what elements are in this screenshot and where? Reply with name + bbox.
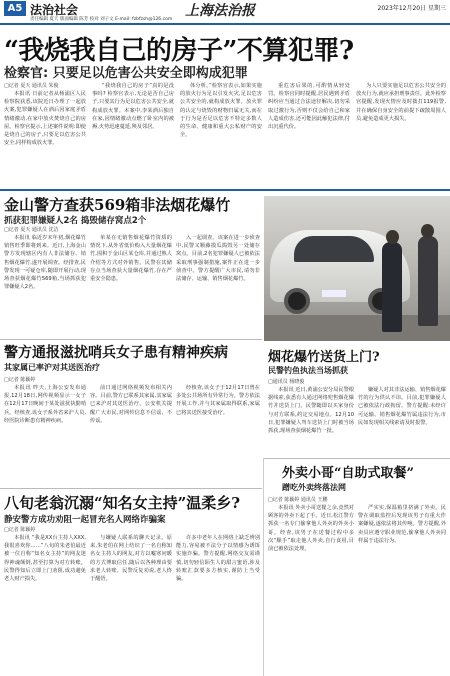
newspaper-logo: 上海法治报: [185, 3, 255, 19]
story5-col2: 与嫌疑人联系的聊天记录。原来,朱老伯在网上结识了一名自称知名女主持人的网友,对方以嘘寒问暖的方式博取信任,随后以各种理由要求老人转账。民警反复劝说,老人终于醒悟。: [90, 535, 172, 583]
story4-col1: 本报讯 昨天,上海公安发布通报,12月18日,网传视频显示一女子在12月17日晚间于某处滋扰执勤哨兵。经核查,该女子系外省来沪人员,经医院诊断患有精神疾病。: [4, 385, 86, 424]
car-window: [294, 236, 374, 262]
story5-headline: 八旬老翁沉溺“知名女主持”温柔乡?: [4, 494, 241, 512]
story6-col1: 本报讯 外卖小哥送餐之余,竟然对顾客的外卖下起了手。近日,松江警方抓获一名专门偷拿他人外卖的外卖小哥。经查,该男子在送餐过程中多次“顺手”取走他人外卖,自行食用,目前已被依法处理。: [268, 505, 354, 553]
story6-col2: 严实实,保温箱里挤满了外卖。民警在调取监控后发现该男子有重大作案嫌疑,遂依法将其传唤。警方提醒,外卖员应遵守职业规范,偷拿他人外卖同样属于违法行为。: [358, 505, 446, 544]
story4-headline: 警方通报滋扰哨兵女子患有精神疾病: [4, 345, 228, 361]
story1-col2: “我烧我自己的房子”真的是没事吗? 检察官表示,无论是否自己房子,只要其行为足以危害公共安全,就构成放火罪。本案中,李某酒后独自在家,因情绪激动点燃了卧室内的被褥,火势迅速蔓延,殃及邻居。: [92, 83, 174, 131]
officer-head: [421, 224, 434, 238]
story2-subhead: 抓获犯罪嫌疑人2名 捣毁储存窝点2个: [4, 216, 147, 226]
story3-subhead: 民警钓鱼执法当场抓获: [268, 366, 348, 375]
story6-byline: □记者 陈颖婷 通讯员 王鹏: [268, 497, 328, 503]
divider: [0, 488, 262, 489]
story1-col1: 本报讯 日前记者从杨浦区人民检察院获悉,该院近日办理了一起放火案,犯罪嫌疑人在酒后因家庭矛盾情绪激动,在家中放火焚烧自己的房屋。检察官提示,上述案件说明:即使是烧自己的房子,只要足以危害公共安全,同样构成放火罪。: [4, 91, 86, 147]
masthead-rule: [0, 23, 450, 25]
divider: [264, 458, 450, 459]
story5-col1: 本报讯 “我是XX台主持人XXX,我很喜欢你……”八旬的朱老伯最近被一位自称“知名女主持”的网友迷得神魂颠倒,甚至打算为对方转账。民警得知后立即上门劝阻,成功避免老人财产损失。: [4, 535, 86, 583]
divider: [263, 458, 264, 676]
story2-byline: □记者 夏天 通讯员 沈洁: [4, 227, 59, 233]
officer-figure: [382, 242, 402, 332]
story3-headline: 烟花爆竹送货上门?: [268, 350, 380, 365]
story1-byline: □记者 夏天 通讯员 朱俊: [4, 83, 59, 89]
page-number: A5: [4, 1, 26, 16]
story5-subhead: 静安警方成功劝阻一起冒充名人网络诈骗案: [4, 515, 166, 525]
story6-headline: 外卖小哥“自助式取餐”: [282, 466, 414, 481]
divider: [0, 189, 450, 191]
story1-col5: 为人只要实施足以危害公共安全的放火行为,就应承担刑事责任。此外检察官提醒,发现火情应及时拨打119报警,并在确保自身安全的前提下疏散周围人员,避免造成更大损失。: [356, 83, 446, 122]
news-photo: [264, 196, 450, 341]
story4-subhead: 其家属已率沪对其送医治疗: [4, 363, 100, 372]
story4-col2: 前日通过网络视频发布相关内容。目前,警方已联系其家属,其家属已来沪对其送医治疗。公安机关提醒广大市民,对网传信息不信谣、不传谣。: [90, 385, 172, 424]
story1-headline: “我烧我自己的房子”不算犯罪?: [4, 36, 354, 66]
divider: [0, 339, 262, 340]
story4-byline: □记者 陈颖婷: [4, 377, 36, 383]
story1-col3: 体分析。”检察官表示,如果实施的放火行为足以引发火灾,足以危害公共安全的,就构成放火罪。放火罪的认定与烧毁的财物归属无关,而在于行为是否足以危害不特定多数人的生命、健康和重大公私财产的安全。: [180, 83, 262, 139]
story1-col4: 重危害后果的,可酌情从轻处罚。检察官同时提醒,居民遇到矛盾纠纷应当通过合法途径解决,切勿采取过激行为,否则不仅会给自己和家人造成伤害,还可能因此触犯法律,付出沉重代价。: [268, 83, 350, 131]
story5-byline: □记者 陈颖婷: [4, 527, 36, 533]
story2-headline: 金山警方查获569箱非法烟花爆竹: [4, 196, 231, 214]
story3-byline: □通讯员 杨晓俊: [268, 379, 305, 385]
story4-col3: 经核查,该女子于12月17日曾在多处公共场所有异常行为。警方依法开展工作,并与其家属取得联系,家属已将其送医接受治疗。: [176, 385, 260, 416]
editor-credits: 责任编辑 夏天 版面编辑 陈芳 校对 刘子文 E-mail: fzbfzsh@126.com: [30, 17, 173, 22]
officer-head: [386, 230, 399, 244]
story1-subhead: 检察官: 只要足以危害公共安全即构成犯罪: [4, 66, 248, 81]
story3-col2: 嫌疑人对其非法运输、销售烟花爆竹的行为供认不讳。目前,犯罪嫌疑人已被依法行政拘留。警方提醒:未经许可运输、销售烟花爆竹属违法行为,市民如发现相关线索请及时报警。: [358, 387, 446, 426]
license-plate: [322, 290, 346, 297]
story5-col3: 许多中老年人在网络上缺乏辨别能力,容易被不法分子以情感为诱饵实施诈骗。警方提醒,网络交友需谨慎,切勿轻信陌生人的甜言蜜语,涉及转账汇款要多方核实,谨防上当受骗。: [176, 535, 260, 583]
section-title: 法治社会: [30, 3, 79, 17]
story2-col3: 入一起调查。该案在进一步侦查中,民警又顺藤摸瓜捣毁另一处储存窝点。目前,2名犯罪嫌疑人已被依法采取刑事强制措施,案件正在进一步侦查中。警方提醒广大市民,请勿非法储存、运输、销售烟花爆竹。: [176, 235, 260, 283]
wheel: [284, 288, 310, 314]
issue-date: 2023年12月20日 星期三: [377, 5, 446, 12]
story3-col1: 本报讯 近日,黄浦公安分局民警根据线索,获悉有人通过网络兜售烟花爆竹并送货上门。民警随即以买家身份与对方联系,约定交易地点。12月10日,犯罪嫌疑人驾车送货上门时被当场抓获,现场查获烟花爆竹一批。: [268, 387, 354, 435]
story6-subhead: 蹭吃外卖终落法网: [282, 483, 346, 492]
officer-figure: [418, 236, 438, 326]
story2-col2: 单某在无销售烟花爆竹资质的情况下,从外省低价购入大量烟花爆竹,囤积于金山区某仓库,并通过熟人介绍等方式对外销售。民警在其储存点当场查获大量烟花爆竹,存在严重安全隐患。: [90, 235, 172, 283]
story2-col1: 本报讯 临近岁末年初,烟花爆竹销售旺季即将到来。近日,上海金山警方发现辖区内有人非法储存、销售烟花爆竹,遂开展调查。经排查,民警发现一可疑仓库,随即开展行动,现场查获烟花爆竹569箱,当场抓获犯罪嫌疑人2名。: [4, 235, 86, 291]
